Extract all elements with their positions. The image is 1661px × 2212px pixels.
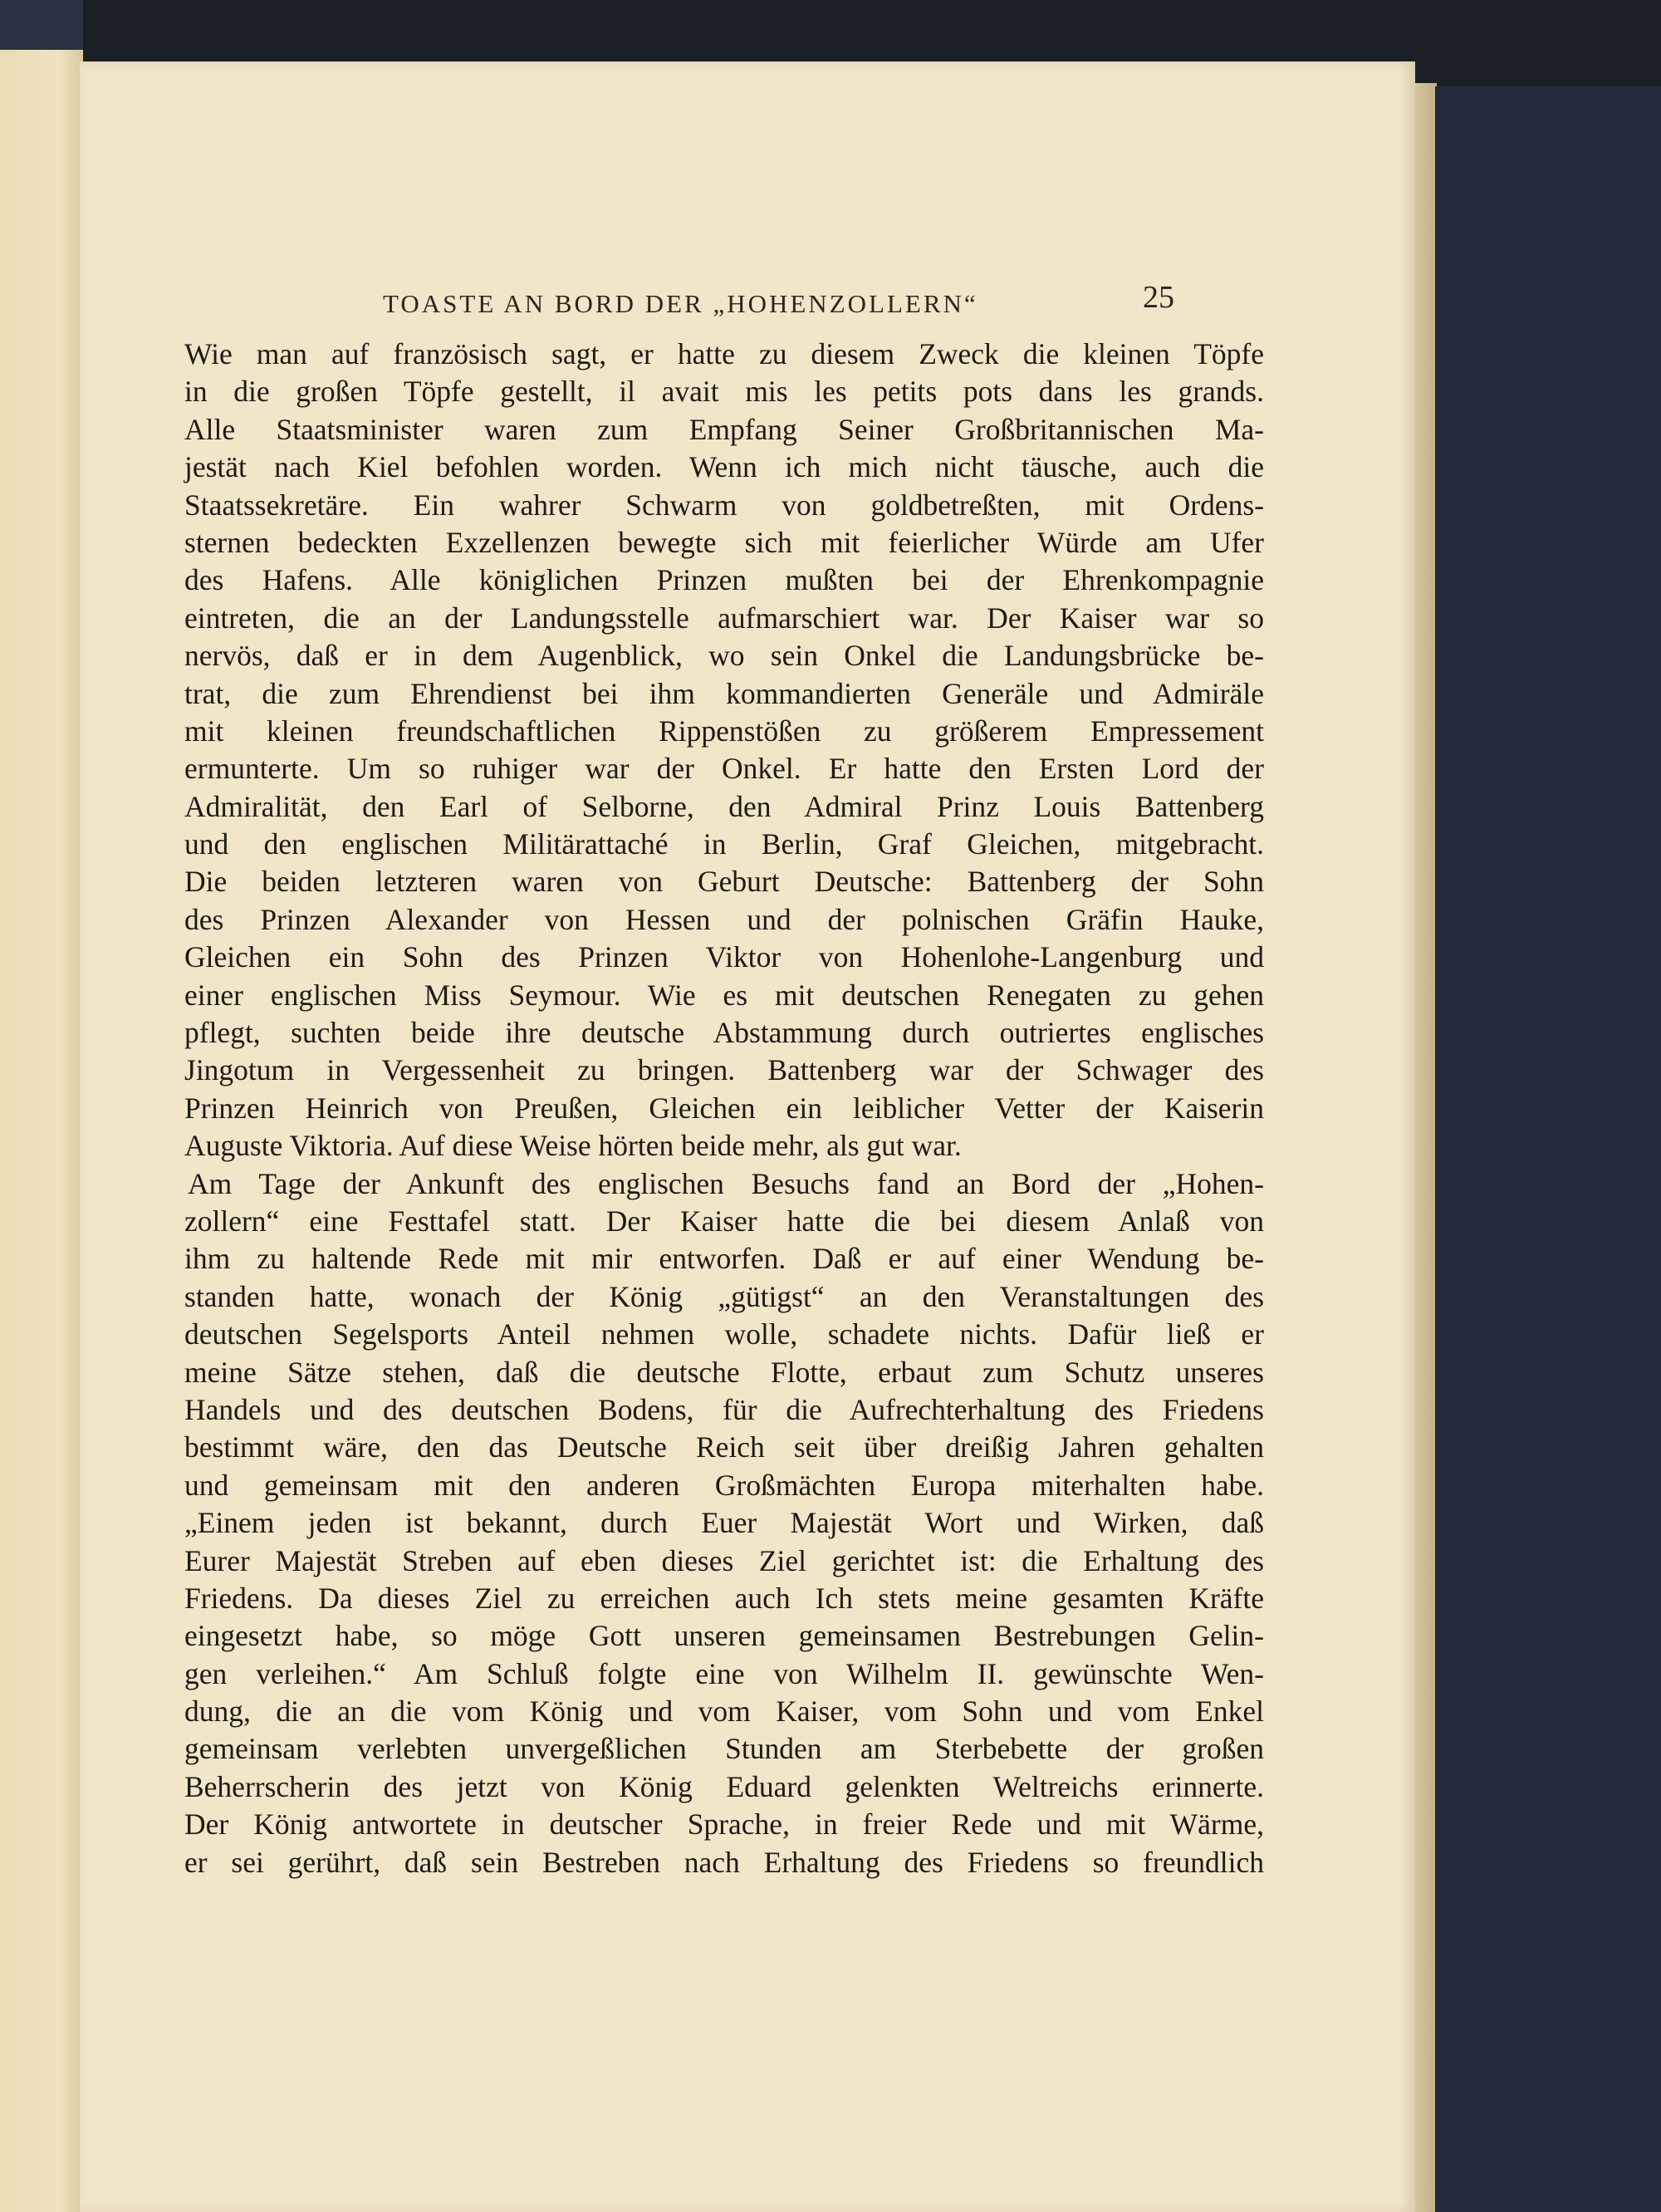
text-line: Handels und des deutschen Bodens, für die Aufrechterhaltung des Friedens [184,1392,1264,1426]
text-line: Auguste Viktoria. Auf diese Weise hörten beide mehr, als gut war. [184,1129,962,1163]
running-head [80,279,1415,329]
text-line: Wie man auf französisch sagt, er hatte zu diesem Zweck die kleinen Töpfe [184,337,1264,370]
text-line: des Hafens. Alle königlichen Prinzen mußten bei der Ehrenkompagnie [184,563,1264,597]
text-line: dung, die an die vom König und vom Kaiser, vom Sohn und vom Enkel [184,1695,1264,1729]
book-page [80,61,1415,2212]
text-line: trat, die zum Ehrendienst bei ihm kommandierten Generäle und Admiräle [184,676,1264,710]
text-line: ihm zu haltende Rede mit mir entworfen. Daß er auf einer Wendung be- [184,1242,1264,1276]
text-line: meine Sätze stehen, daß die deutsche Flotte, erbaut zum Schutz unseres [184,1355,1264,1389]
text-line: deutschen Segelsports Anteil nehmen wolle, schadete nichts. Dafür ließ er [184,1317,1264,1351]
text-line: des Prinzen Alexander von Hessen und der polnischen Gräfin Hauke, [184,902,1264,936]
text-line: sternen bedeckten Exzellenzen bewegte sich mit feierlicher Würde am Ufer [184,525,1264,559]
text-line: Alle Staatsminister waren zum Empfang Seiner Großbritannischen Ma- [184,412,1264,446]
text-line: und den englischen Militärattaché in Berlin, Graf Gleichen, mitgebracht. [184,827,1264,861]
text-line: Friedens. Da dieses Ziel zu erreichen auch Ich stets meine gesamten Kräfte [184,1581,1264,1615]
text-line: gemeinsam verlebten unvergeßlichen Stunden am Sterbebette der großen [184,1732,1264,1766]
text-line: bestimmt wäre, den das Deutsche Reich seit über dreißig Jahren gehalten [184,1430,1264,1464]
text-line: ermunterte. Um so ruhiger war der Onkel. Er hatte den Ersten Lord der [184,752,1264,786]
text-line: und gemeinsam mit den anderen Großmächten Europa miterhalten habe. [184,1468,1264,1502]
page-stack-edge [1412,83,1437,2212]
text-line: jestät nach Kiel befohlen worden. Wenn ich mich nicht täusche, auch die [184,450,1264,484]
text-line: Eurer Majestät Streben auf eben dieses Ziel gerichtet ist: die Erhaltung des [184,1543,1264,1577]
text-line: eingesetzt habe, so möge Gott unseren gemeinsamen Bestrebungen Gelin- [184,1619,1264,1653]
text-line: Der König antwortete in deutscher Sprache, in freier Rede und mit Wärme, [184,1807,1264,1842]
text-line: in die großen Töpfe gestellt, il avait mis les petits pots dans les grands. [184,375,1264,409]
text-line: eintreten, die an der Landungsstelle aufmarschiert war. Der Kaiser war so [184,601,1264,635]
text-line: einer englischen Miss Seymour. Wie es mit deutschen Renegaten zu gehen [184,978,1264,1012]
text-line: Jingotum in Vergessenheit zu bringen. Battenberg war der Schwager des [184,1053,1264,1087]
left-cover-edge [0,0,83,51]
running-title: TOASTE AN BORD DER „HOHENZOLLERN“ [383,289,978,318]
body-text [184,336,1264,1881]
previous-page-edge [0,50,83,2212]
text-line: Admiralität, den Earl of Selborne, den Admiral Prinz Louis Battenberg [184,789,1264,823]
text-line: zollern“ eine Festtafel statt. Der Kaiser hatte die bei diesem Anlaß von [184,1204,1264,1238]
text-line: er sei gerührt, daß sein Bestreben nach Erhaltung des Friedens so freundlich [184,1845,1264,1879]
text-line: Beherrscherin des jetzt von König Eduard gelenkten Weltreichs erinnerte. [184,1769,1264,1803]
text-line: Am Tage der Ankunft des englischen Besuchs fand an Bord der „Hohen- [188,1166,1264,1200]
page-number: 25 [1143,280,1174,315]
text-line: nervös, daß er in dem Augenblick, wo sein Onkel die Landungsbrücke be- [184,639,1264,673]
text-line: standen hatte, wonach der König „gütigst“ an den Veranstaltungen des [184,1279,1264,1313]
text-line: mit kleinen freundschaftlichen Rippenstößen zu größerem Empressement [184,714,1264,748]
text-line: pflegt, suchten beide ihre deutsche Abstammung durch outriertes englisches [184,1016,1264,1050]
text-line: Prinzen Heinrich von Preußen, Gleichen ein leiblicher Vetter der Kaiserin [184,1091,1264,1125]
book-cover [1435,86,1661,2212]
text-line: Die beiden letzteren waren von Geburt Deutsche: Battenberg der Sohn [184,865,1264,899]
text-line: Gleichen ein Sohn des Prinzen Viktor von Hohenlohe-Langenburg und [184,940,1264,974]
text-line: „Einem jeden ist bekannt, durch Euer Majestät Wort und Wirken, daß [184,1506,1264,1540]
text-line: Staatssekretäre. Ein wahrer Schwarm von goldbetreßten, mit Ordens- [184,488,1264,522]
text-line: gen verleihen.“ Am Schluß folgte eine von Wilhelm II. gewünschte Wen- [184,1656,1264,1690]
